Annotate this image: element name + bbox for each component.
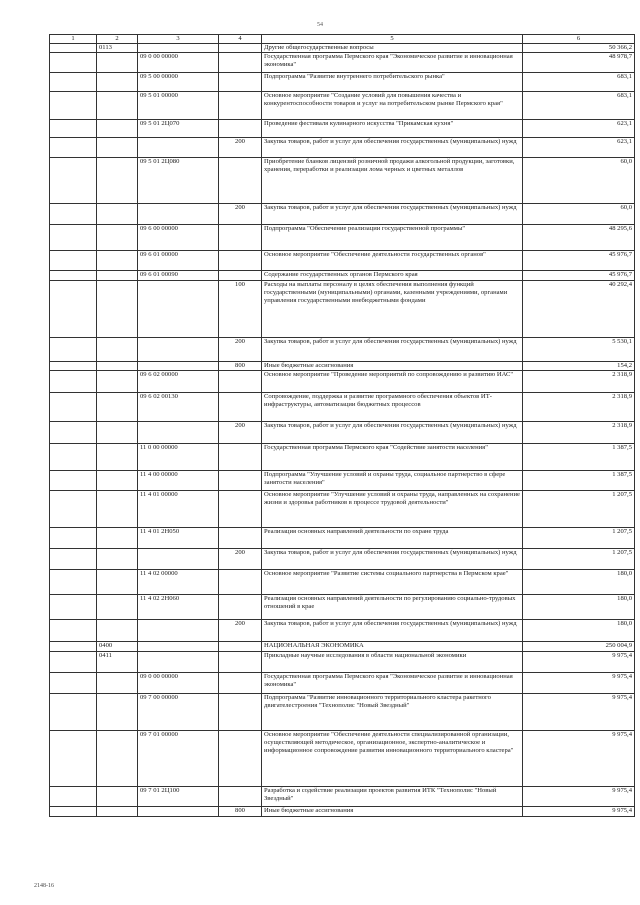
row-col1 — [50, 807, 97, 817]
row-section-code — [97, 673, 138, 694]
row-description: Иные бюджетные ассигнования — [262, 807, 523, 817]
budget-table — [49, 34, 635, 817]
row-section-code: 0411 — [97, 652, 138, 673]
row-expense-type: 800 — [219, 362, 262, 371]
row-col1 — [50, 549, 97, 570]
page-number: 54 — [317, 22, 323, 28]
table-row — [50, 444, 635, 471]
row-amount: 9 975,4 — [523, 731, 635, 787]
row-amount: 2 318,9 — [523, 422, 635, 444]
row-target-code: 11 4 01 00000 — [138, 491, 219, 528]
table-row — [50, 92, 635, 120]
row-expense-type — [219, 92, 262, 120]
row-expense-type: 800 — [219, 807, 262, 817]
row-expense-type: 100 — [219, 281, 262, 338]
header-cell-2: 2 — [97, 35, 138, 44]
row-target-code — [138, 138, 219, 158]
row-description: Основное мероприятие "Проведение мероприятий по сопровождению и развитию ИАС" — [262, 371, 523, 393]
row-target-code — [138, 620, 219, 642]
row-col1 — [50, 491, 97, 528]
row-expense-type — [219, 673, 262, 694]
row-description: Подпрограмма "Развитие внутреннего потребительского рынка" — [262, 73, 523, 92]
table-row — [50, 138, 635, 158]
row-expense-type — [219, 642, 262, 652]
row-target-code: 09 6 01 00090 — [138, 271, 219, 281]
row-target-code: 11 4 02 2Н060 — [138, 595, 219, 620]
row-expense-type — [219, 694, 262, 731]
row-description: Прикладные научные исследования в области национальной экономики — [262, 652, 523, 673]
row-section-code — [97, 393, 138, 422]
row-amount: 2 318,9 — [523, 393, 635, 422]
row-section-code — [97, 53, 138, 73]
row-expense-type — [219, 471, 262, 491]
header-cell-4: 4 — [219, 35, 262, 44]
footer-document-code: 2148-16 — [34, 883, 54, 889]
row-amount: 1 207,5 — [523, 491, 635, 528]
row-amount: 2 318,9 — [523, 371, 635, 393]
row-target-code: 09 5 01 2Ц080 — [138, 158, 219, 204]
row-description: Иные бюджетные ассигнования — [262, 362, 523, 371]
row-section-code — [97, 120, 138, 138]
row-amount: 9 975,4 — [523, 652, 635, 673]
row-target-code — [138, 338, 219, 362]
row-target-code — [138, 549, 219, 570]
row-expense-type — [219, 371, 262, 393]
row-section-code — [97, 694, 138, 731]
row-section-code: 0113 — [97, 44, 138, 53]
row-expense-type: 200 — [219, 620, 262, 642]
row-target-code: 09 6 01 00000 — [138, 251, 219, 271]
row-expense-type — [219, 225, 262, 251]
row-col1 — [50, 528, 97, 549]
table-row — [50, 807, 635, 817]
row-expense-type — [219, 652, 262, 673]
row-section-code — [97, 92, 138, 120]
row-expense-type: 200 — [219, 422, 262, 444]
row-section-code — [97, 158, 138, 204]
table-row — [50, 422, 635, 444]
row-amount: 250 004,9 — [523, 642, 635, 652]
header-cell-6: 6 — [523, 35, 635, 44]
row-description: Закупка товаров, работ и услуг для обеспечения государственных (муниципальных) нужд — [262, 620, 523, 642]
row-col1 — [50, 92, 97, 120]
row-target-code: 09 7 01 2Ц100 — [138, 787, 219, 807]
row-description: Основное мероприятие "Обеспечение деятельности специализированной организации, осуществляющей методическое, организационное, экспертно-аналитическое и информационное сопровождение развития инновационного территориального кластера" — [262, 731, 523, 787]
row-description: Закупка товаров, работ и услуг для обеспечения государственных (муниципальных) нужд — [262, 422, 523, 444]
row-amount: 180,0 — [523, 595, 635, 620]
row-description: Закупка товаров, работ и услуг для обеспечения государственных (муниципальных) нужд — [262, 338, 523, 362]
table-row — [50, 271, 635, 281]
row-section-code — [97, 595, 138, 620]
table-row — [50, 570, 635, 595]
row-target-code — [138, 281, 219, 338]
row-expense-type — [219, 444, 262, 471]
row-col1 — [50, 570, 97, 595]
row-amount: 180,0 — [523, 620, 635, 642]
row-amount: 623,1 — [523, 120, 635, 138]
row-section-code — [97, 570, 138, 595]
row-col1 — [50, 73, 97, 92]
row-target-code: 09 6 02 00130 — [138, 393, 219, 422]
row-expense-type: 200 — [219, 549, 262, 570]
row-description: НАЦИОНАЛЬНАЯ ЭКОНОМИКА — [262, 642, 523, 652]
row-col1 — [50, 251, 97, 271]
row-description: Закупка товаров, работ и услуг для обеспечения государственных (муниципальных) нужд — [262, 138, 523, 158]
table-row — [50, 120, 635, 138]
row-amount: 9 975,4 — [523, 673, 635, 694]
row-target-code: 09 6 00 00000 — [138, 225, 219, 251]
row-section-code — [97, 338, 138, 362]
row-col1 — [50, 422, 97, 444]
row-description: Подпрограмма "Развитие инновационного территориального кластера ракетного двигателестроения "Технополис "Новый Звездный" — [262, 694, 523, 731]
table-row — [50, 694, 635, 731]
row-description: Основное мероприятие "Улучшение условий и охраны труда, направленных на сохранение жизни и здоровья работников в процессе трудовой деятельности" — [262, 491, 523, 528]
row-section-code: 0400 — [97, 642, 138, 652]
row-description: Проведение фестиваля кулинарного искусства "Прикамская кухня" — [262, 120, 523, 138]
row-description: Основное мероприятие "Обеспечение деятельности государственных органов" — [262, 251, 523, 271]
row-amount: 60,0 — [523, 158, 635, 204]
table-row — [50, 225, 635, 251]
budget-table-body — [50, 35, 635, 817]
row-amount: 180,0 — [523, 570, 635, 595]
row-expense-type: 200 — [219, 138, 262, 158]
row-col1 — [50, 595, 97, 620]
row-amount: 683,1 — [523, 73, 635, 92]
row-expense-type — [219, 251, 262, 271]
row-description: Содержание государственных органов Пермского края — [262, 271, 523, 281]
row-section-code — [97, 787, 138, 807]
table-row — [50, 73, 635, 92]
row-target-code: 09 0 00 00000 — [138, 53, 219, 73]
row-section-code — [97, 73, 138, 92]
row-description: Расходы на выплаты персоналу в целях обеспечения выполнения функций государственными (муниципальными) органами, казенными учреждениями, органами управления государственными внебюджетными фондами — [262, 281, 523, 338]
row-target-code: 11 4 01 2Н050 — [138, 528, 219, 549]
row-col1 — [50, 53, 97, 73]
row-col1 — [50, 225, 97, 251]
row-col1 — [50, 281, 97, 338]
row-target-code — [138, 422, 219, 444]
table-row — [50, 338, 635, 362]
header-cell-1: 1 — [50, 35, 97, 44]
row-amount: 48 295,6 — [523, 225, 635, 251]
table-row — [50, 158, 635, 204]
row-expense-type — [219, 595, 262, 620]
row-section-code — [97, 271, 138, 281]
row-target-code: 09 7 01 00000 — [138, 731, 219, 787]
row-description: Основное мероприятие "Создание условий для повышения качества и конкурентоспособности товаров и услуг на потребительском рынке Пермского края" — [262, 92, 523, 120]
row-expense-type — [219, 528, 262, 549]
row-target-code — [138, 204, 219, 225]
row-description: Другие общегосударственные вопросы — [262, 44, 523, 53]
row-col1 — [50, 787, 97, 807]
row-amount: 60,0 — [523, 204, 635, 225]
table-row — [50, 53, 635, 73]
table-row — [50, 204, 635, 225]
row-description: Реализация основных направлений деятельности по охране труда — [262, 528, 523, 549]
table-row — [50, 620, 635, 642]
row-expense-type — [219, 491, 262, 528]
table-row — [50, 491, 635, 528]
row-section-code — [97, 528, 138, 549]
row-section-code — [97, 549, 138, 570]
row-target-code — [138, 642, 219, 652]
row-description: Государственная программа Пермского края "Экономическое развитие и инновационная экономика" — [262, 673, 523, 694]
row-description: Реализация основных направлений деятельности по регулированию социально-трудовых отношений в крае — [262, 595, 523, 620]
table-row — [50, 393, 635, 422]
row-amount: 683,1 — [523, 92, 635, 120]
row-amount: 5 530,1 — [523, 338, 635, 362]
row-target-code — [138, 362, 219, 371]
table-row — [50, 251, 635, 271]
row-section-code — [97, 471, 138, 491]
row-target-code — [138, 44, 219, 53]
row-expense-type — [219, 393, 262, 422]
row-col1 — [50, 204, 97, 225]
row-section-code — [97, 362, 138, 371]
row-expense-type — [219, 731, 262, 787]
row-target-code: 11 4 02 00000 — [138, 570, 219, 595]
row-col1 — [50, 642, 97, 652]
row-description: Сопровождение, поддержка и развитие программного обеспечения объектов ИТ-инфраструктуры, автоматизации бюджетных процессов — [262, 393, 523, 422]
header-cell-3: 3 — [138, 35, 219, 44]
row-target-code: 09 7 00 00000 — [138, 694, 219, 731]
row-col1 — [50, 620, 97, 642]
row-amount: 9 975,4 — [523, 787, 635, 807]
row-target-code — [138, 652, 219, 673]
table-row — [50, 44, 635, 53]
row-col1 — [50, 694, 97, 731]
row-description: Приобретение бланков лицензий розничной продажи алкогольной продукции, заготовки, хранения, переработки и реализации лома черных и цветных металлов — [262, 158, 523, 204]
row-description: Подпрограмма "Обеспечение реализации государственной программы" — [262, 225, 523, 251]
row-expense-type — [219, 44, 262, 53]
row-target-code: 09 5 00 00000 — [138, 73, 219, 92]
row-section-code — [97, 225, 138, 251]
table-row — [50, 362, 635, 371]
row-target-code: 09 5 01 2Ц070 — [138, 120, 219, 138]
table-row — [50, 528, 635, 549]
row-target-code — [138, 807, 219, 817]
row-col1 — [50, 362, 97, 371]
table-row — [50, 787, 635, 807]
row-amount: 623,1 — [523, 138, 635, 158]
row-expense-type — [219, 53, 262, 73]
row-description: Государственная программа Пермского края "Содействие занятости населения" — [262, 444, 523, 471]
row-target-code: 09 0 00 00000 — [138, 673, 219, 694]
row-description: Закупка товаров, работ и услуг для обеспечения государственных (муниципальных) нужд — [262, 549, 523, 570]
table-row — [50, 642, 635, 652]
row-col1 — [50, 138, 97, 158]
row-col1 — [50, 371, 97, 393]
header-cell-5: 5 — [262, 35, 523, 44]
table-row — [50, 471, 635, 491]
row-expense-type — [219, 73, 262, 92]
row-amount: 45 976,7 — [523, 271, 635, 281]
row-section-code — [97, 444, 138, 471]
row-amount: 154,2 — [523, 362, 635, 371]
row-section-code — [97, 491, 138, 528]
row-description: Разработка и содействие реализации проектов развития ИТК "Технополис "Новый Звездный" — [262, 787, 523, 807]
table-row — [50, 371, 635, 393]
table-row — [50, 673, 635, 694]
row-section-code — [97, 422, 138, 444]
row-section-code — [97, 620, 138, 642]
row-target-code: 09 6 02 00000 — [138, 371, 219, 393]
row-section-code — [97, 204, 138, 225]
row-col1 — [50, 731, 97, 787]
row-amount: 50 366,2 — [523, 44, 635, 53]
row-expense-type — [219, 120, 262, 138]
row-col1 — [50, 44, 97, 53]
table-row — [50, 281, 635, 338]
row-section-code — [97, 281, 138, 338]
row-expense-type — [219, 787, 262, 807]
row-expense-type — [219, 570, 262, 595]
row-amount: 1 387,5 — [523, 444, 635, 471]
row-target-code: 11 4 00 00000 — [138, 471, 219, 491]
row-section-code — [97, 138, 138, 158]
row-amount: 1 387,5 — [523, 471, 635, 491]
row-expense-type: 200 — [219, 204, 262, 225]
row-description: Закупка товаров, работ и услуг для обеспечения государственных (муниципальных) нужд — [262, 204, 523, 225]
row-col1 — [50, 120, 97, 138]
row-col1 — [50, 158, 97, 204]
table-row — [50, 731, 635, 787]
row-col1 — [50, 338, 97, 362]
row-expense-type: 200 — [219, 338, 262, 362]
row-amount: 45 976,7 — [523, 251, 635, 271]
row-expense-type — [219, 271, 262, 281]
row-expense-type — [219, 158, 262, 204]
row-description: Подпрограмма "Улучшение условий и охраны труда, социальное партнерство в сфере занятости населения" — [262, 471, 523, 491]
row-col1 — [50, 271, 97, 281]
row-amount: 9 975,4 — [523, 694, 635, 731]
row-amount: 9 975,4 — [523, 807, 635, 817]
row-target-code: 09 5 01 00000 — [138, 92, 219, 120]
row-col1 — [50, 444, 97, 471]
row-col1 — [50, 393, 97, 422]
row-amount: 48 978,7 — [523, 53, 635, 73]
table-row — [50, 549, 635, 570]
row-section-code — [97, 371, 138, 393]
row-col1 — [50, 652, 97, 673]
row-col1 — [50, 471, 97, 491]
table-row — [50, 652, 635, 673]
row-amount: 1 207,5 — [523, 549, 635, 570]
row-section-code — [97, 807, 138, 817]
row-section-code — [97, 251, 138, 271]
row-col1 — [50, 673, 97, 694]
row-description: Основное мероприятие "Развитие системы социального партнерства в Пермском крае" — [262, 570, 523, 595]
table-row — [50, 595, 635, 620]
row-description: Государственная программа Пермского края "Экономическое развитие и инновационная экономика" — [262, 53, 523, 73]
row-amount: 40 292,4 — [523, 281, 635, 338]
row-section-code — [97, 731, 138, 787]
table-header-row — [50, 35, 635, 44]
row-target-code: 11 0 00 00000 — [138, 444, 219, 471]
row-amount: 1 207,5 — [523, 528, 635, 549]
